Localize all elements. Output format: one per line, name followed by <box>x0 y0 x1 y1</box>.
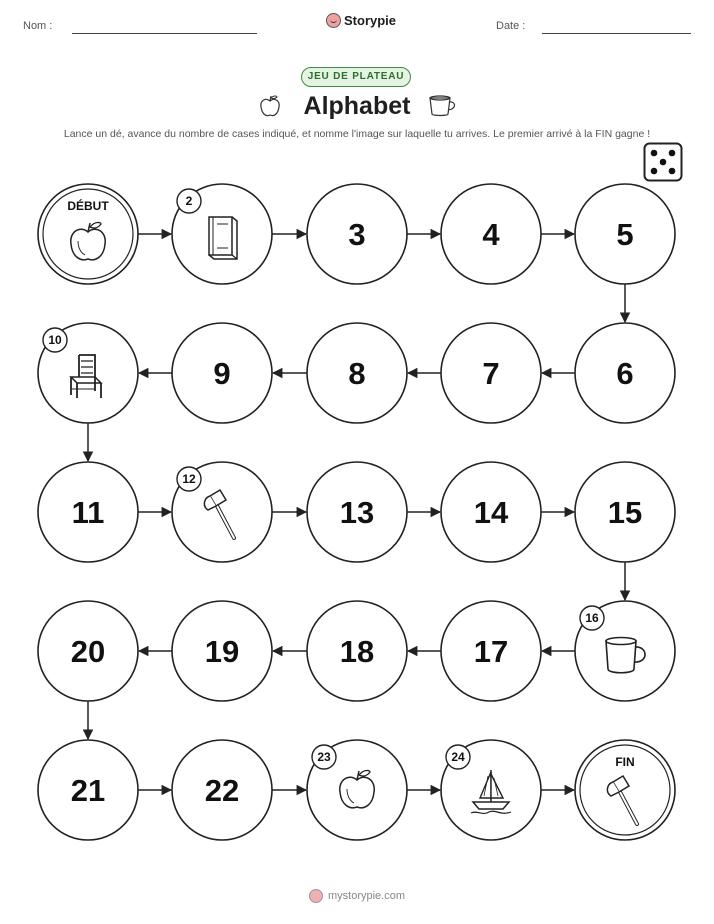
board-space-25 <box>575 740 675 840</box>
board-spaces <box>38 184 675 840</box>
space-number: 6 <box>616 356 634 391</box>
board-space-4 <box>441 184 541 284</box>
board-space-2 <box>172 184 272 284</box>
board-space-11 <box>38 462 138 562</box>
name-label: Nom : <box>23 20 53 32</box>
space-number: 19 <box>204 634 240 669</box>
space-number: 13 <box>339 495 375 530</box>
space-number: 8 <box>348 356 366 391</box>
space-badge-number: 2 <box>185 194 193 208</box>
space-badge-number: 12 <box>182 472 196 486</box>
board-space-1 <box>38 184 138 284</box>
brand-name: Storypie <box>344 13 397 28</box>
board-space-14 <box>441 462 541 562</box>
board-space-12 <box>172 462 272 562</box>
space-number: 7 <box>482 356 500 391</box>
board-space-13 <box>307 462 407 562</box>
space-number: 5 <box>616 217 634 252</box>
board-space-20 <box>38 601 138 701</box>
board-space-15 <box>575 462 675 562</box>
board-space-7 <box>441 323 541 423</box>
board-space-6 <box>575 323 675 423</box>
finish-label: FIN <box>615 755 635 769</box>
board-space-10 <box>38 323 138 423</box>
space-number: 18 <box>339 634 375 669</box>
footer-site: mystorypie.com <box>327 890 406 902</box>
board-space-8 <box>307 323 407 423</box>
board-space-22 <box>172 740 272 840</box>
space-number: 11 <box>71 495 105 530</box>
board-space-9 <box>172 323 272 423</box>
board-space-23 <box>307 740 407 840</box>
board-space-17 <box>441 601 541 701</box>
start-label: DÉBUT <box>67 199 109 213</box>
board-space-5 <box>575 184 675 284</box>
space-number: 21 <box>70 773 106 808</box>
page-title: Alphabet <box>303 92 411 120</box>
board-space-16 <box>575 601 675 701</box>
space-badge-number: 24 <box>451 750 465 764</box>
storypie-mascot-icon <box>309 889 323 903</box>
space-number: 17 <box>473 634 509 669</box>
space-number: 3 <box>348 217 366 252</box>
board-space-24 <box>441 740 541 840</box>
board-space-3 <box>307 184 407 284</box>
space-number: 9 <box>213 356 231 391</box>
board-space-18 <box>307 601 407 701</box>
space-number: 20 <box>70 634 106 669</box>
footer <box>0 889 714 903</box>
space-number: 14 <box>473 495 509 530</box>
space-badge-number: 23 <box>317 750 331 764</box>
game-type-tag: JEU DE PLATEAU <box>301 67 411 87</box>
date-label: Date : <box>496 20 526 32</box>
space-badge-number: 16 <box>585 611 599 625</box>
instructions: Lance un dé, avance du nombre de cases indiqué, et nomme l'image sur laquelle tu arrives. Le premier arrivé à la FIN gagne ! <box>63 128 651 140</box>
board-space-19 <box>172 601 272 701</box>
space-number: 15 <box>607 495 643 530</box>
space-number: 22 <box>204 773 240 808</box>
space-number: 4 <box>482 217 500 252</box>
space-badge-number: 10 <box>48 333 62 347</box>
board-space-21 <box>38 740 138 840</box>
